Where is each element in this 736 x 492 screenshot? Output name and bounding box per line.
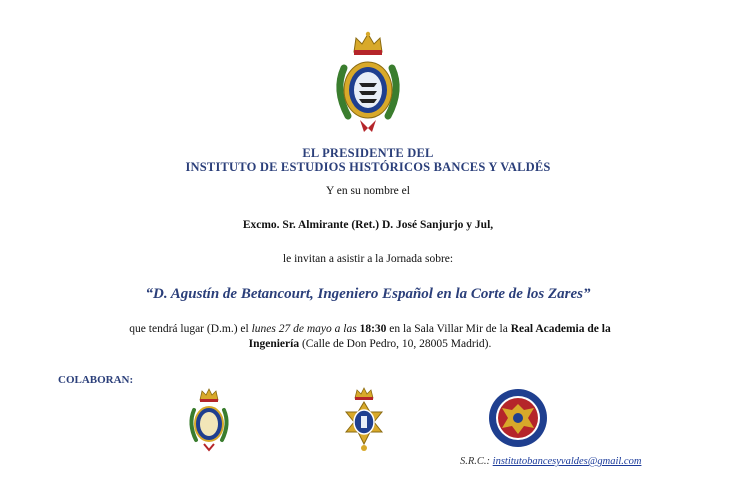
institute-crest-icon <box>326 28 410 134</box>
venue-address: (Calle de Don Pedro, 10, 28005 Madrid). <box>299 338 492 350</box>
title-line-2: INSTITUTO DE ESTUDIOS HISTÓRICOS BANCES Y VALDÉS <box>185 160 551 174</box>
page-title <box>0 146 736 174</box>
collaborators-label: COLABORAN: <box>58 374 134 386</box>
invite-text: le invitan a asistir a la Jornada sobre: <box>282 253 454 265</box>
crest-emblem-icon <box>184 386 234 454</box>
event-time: 18:30 <box>359 323 387 335</box>
details-intro: que tendrá lugar (D.m.) el <box>129 323 252 335</box>
title-line-1: EL PRESIDENTE DEL <box>302 146 434 160</box>
event-date: lunes 27 de mayo a las <box>251 323 360 335</box>
host-name-text: Excmo. Sr. Almirante (Ret.) D. José Sanjurjo y Jul, <box>242 219 494 231</box>
order-cross-emblem-icon <box>336 386 392 454</box>
lecture-title: “D. Agustín de Betancourt, Ingeniero Español en la Corte de los Zares” <box>145 286 591 302</box>
src-label: S.R.C.: <box>460 456 493 467</box>
details-location: en la Sala Villar Mir de la <box>386 323 511 335</box>
contact-line <box>460 456 641 467</box>
russian-eagle-seal-icon <box>488 388 548 448</box>
event-details <box>60 322 680 352</box>
venue-name-part2: Ingeniería <box>248 338 300 350</box>
venue-name-part1: Real Academia de la <box>510 323 611 335</box>
contact-email-link[interactable]: institutobancesyvaldes@gmail.com <box>492 456 642 467</box>
name-intro-text: Y en su nombre el <box>326 185 410 197</box>
